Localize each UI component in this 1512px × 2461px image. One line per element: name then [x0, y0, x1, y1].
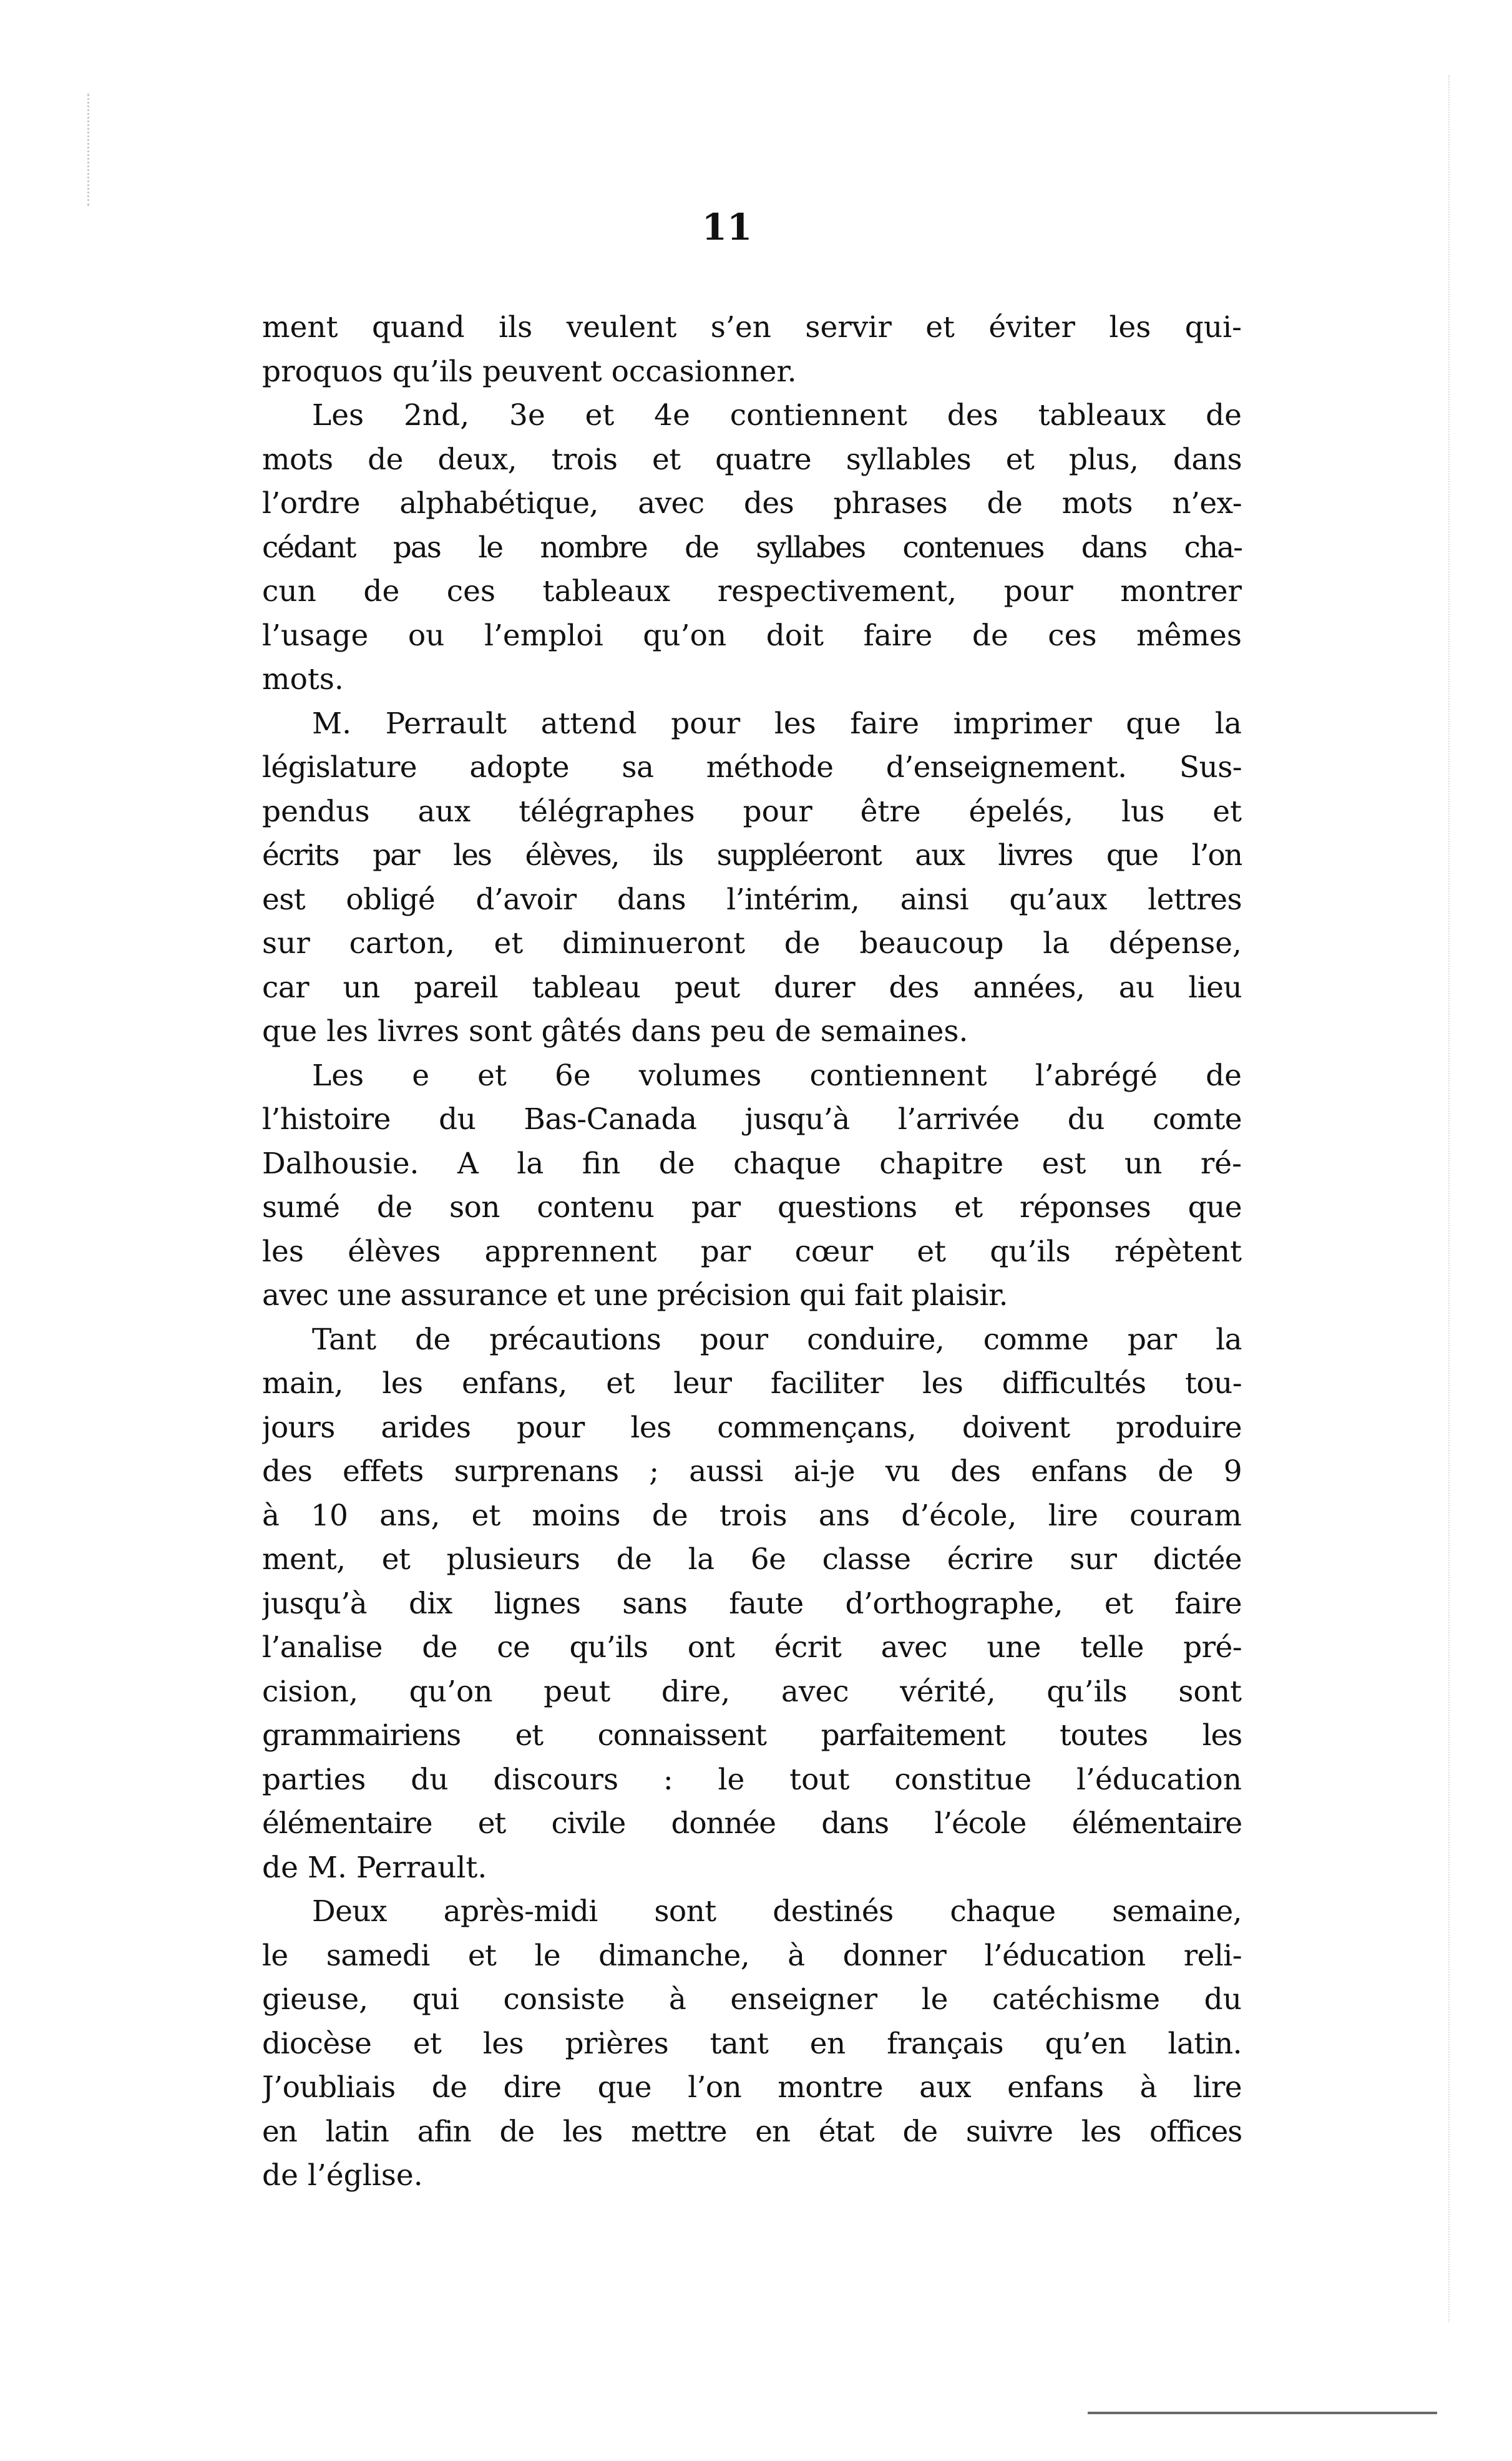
text-line: les élèves apprennent par cœur et qu’ils répètent: [262, 1234, 1242, 1269]
text-line: Tant de précautions pour conduire, comme par la: [312, 1322, 1242, 1357]
text-line: des effets surprenans ; aussi ai-je vu des enfans de 9: [262, 1454, 1242, 1489]
text-line: M. Perrault attend pour les faire imprimer que la: [312, 706, 1242, 741]
scan-artifact-bottom-line: [1088, 2412, 1437, 2414]
page-number: 11: [701, 206, 753, 248]
text-line: l’histoire du Bas-Canada jusqu’à l’arrivée du comte: [262, 1102, 1242, 1137]
text-line: cision, qu’on peut dire, avec vérité, qu’ils sont: [262, 1674, 1242, 1709]
text-line: pendus aux télégraphes pour être épelés, lus et: [262, 794, 1242, 829]
text-line: que les livres sont gâtés dans peu de semaines.: [262, 1014, 968, 1049]
text-line: sumé de son contenu par questions et réponses que: [262, 1190, 1242, 1225]
text-line: avec une assurance et une précision qui fait plaisir.: [262, 1278, 1008, 1313]
text-line: écrits par les élèves, ils suppléeront aux livres que l’on: [262, 838, 1242, 873]
text-line: Les e et 6e volumes contiennent l’abrégé de: [312, 1058, 1242, 1093]
text-line: J’oubliais de dire que l’on montre aux enfans à lire: [262, 2070, 1242, 2105]
text-line: en latin afin de les mettre en état de suivre les offices: [262, 2114, 1242, 2149]
text-line: grammairiens et connaissent parfaitement toutes les: [262, 1718, 1242, 1753]
text-line: Deux après-midi sont destinés chaque semaine,: [312, 1894, 1242, 1929]
text-line: Dalhousie. A la fin de chaque chapitre est un ré-: [262, 1146, 1242, 1181]
text-line: jours arides pour les commençans, doivent produire: [262, 1410, 1242, 1445]
text-line: l’usage ou l’emploi qu’on doit faire de ces mêmes: [262, 618, 1242, 653]
text-line: mots.: [262, 662, 344, 697]
body-text: [262, 306, 1242, 2198]
text-line: diocèse et les prières tant en français qu’en latin.: [262, 2026, 1242, 2061]
text-line: proquos qu’ils peuvent occasionner.: [262, 354, 797, 389]
text-line: parties du discours : le tout constitue l’éducation: [262, 1762, 1242, 1797]
text-line: l’ordre alphabétique, avec des phrases de mots n’ex-: [262, 486, 1242, 521]
text-line: main, les enfans, et leur faciliter les difficultés tou-: [262, 1366, 1242, 1401]
text-line: est obligé d’avoir dans l’intérim, ainsi qu’aux lettres: [262, 882, 1242, 917]
text-line: ment, et plusieurs de la 6e classe écrire sur dictée: [262, 1542, 1242, 1577]
text-line: cun de ces tableaux respectivement, pour montrer: [262, 574, 1242, 609]
text-line: de M. Perrault.: [262, 1850, 487, 1885]
text-line: ment quand ils veulent s’en servir et éviter les qui-: [262, 310, 1242, 345]
scan-artifact-right-edge: [1448, 75, 1487, 2322]
text-line: Les 2nd, 3e et 4e contiennent des tableaux de: [312, 398, 1242, 433]
text-line: jusqu’à dix lignes sans faute d’orthographe, et faire: [262, 1586, 1242, 1621]
text-line: gieuse, qui consiste à enseigner le catéchisme du: [262, 1982, 1242, 2017]
text-line: l’analise de ce qu’ils ont écrit avec une telle pré-: [262, 1630, 1242, 1665]
text-line: cédant pas le nombre de syllabes contenues dans cha-: [262, 530, 1242, 565]
text-line: élémentaire et civile donnée dans l’école élémentaire: [262, 1806, 1242, 1841]
text-line: le samedi et le dimanche, à donner l’éducation reli-: [262, 1938, 1242, 1973]
text-line: à 10 ans, et moins de trois ans d’école, lire couram: [262, 1498, 1242, 1533]
text-line: de l’église.: [262, 2158, 423, 2193]
text-line: sur carton, et diminueront de beaucoup la dépense,: [262, 926, 1242, 961]
text-line: mots de deux, trois et quatre syllables et plus, dans: [262, 442, 1242, 477]
text-line: législature adopte sa méthode d’enseignement. Sus-: [262, 750, 1242, 785]
text-line: car un pareil tableau peut durer des années, au lieu: [262, 970, 1242, 1005]
scan-artifact-left: [56, 94, 89, 206]
